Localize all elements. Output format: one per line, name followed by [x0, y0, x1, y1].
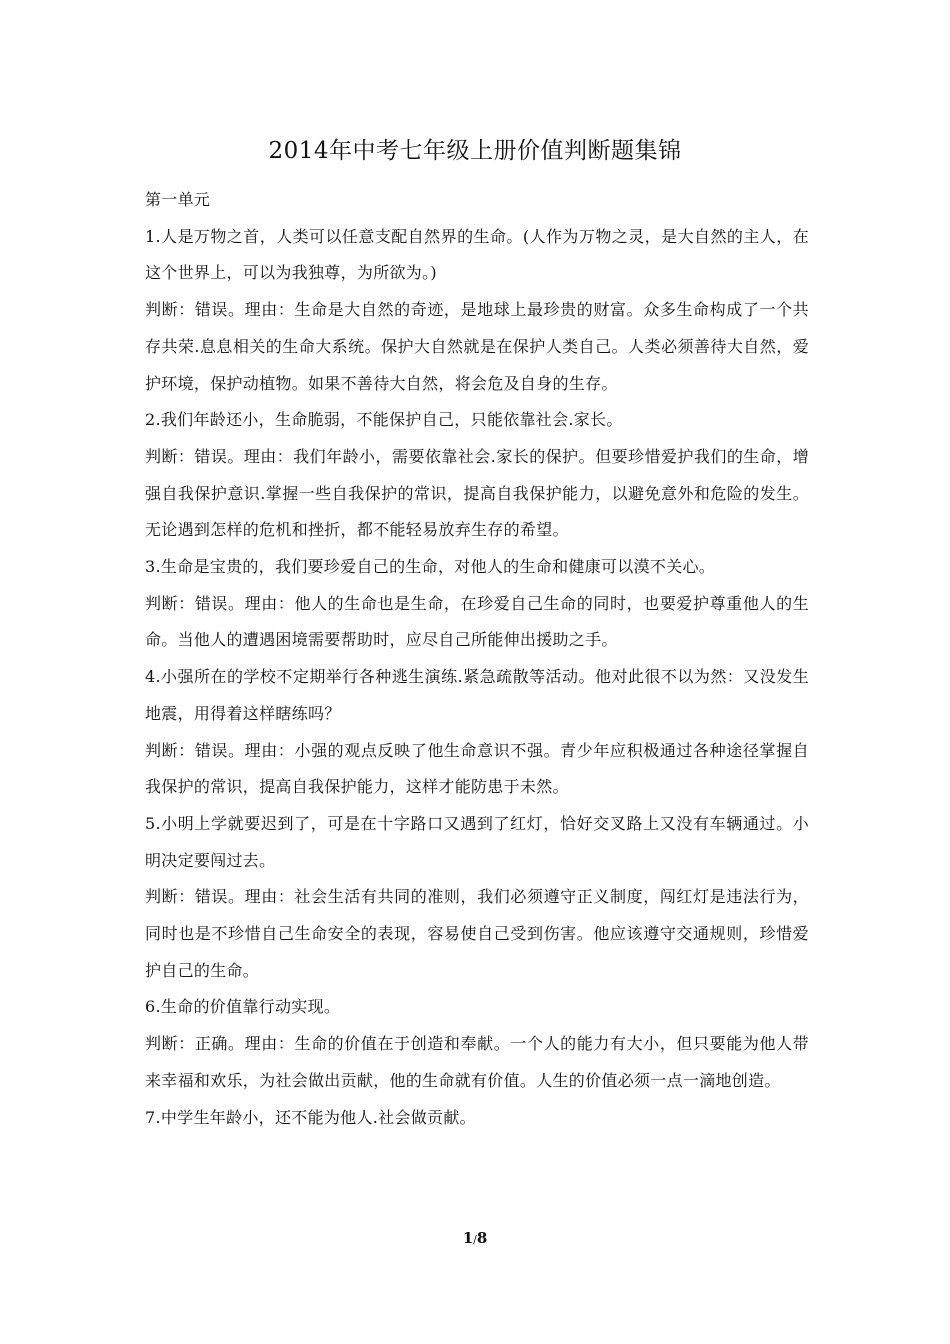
question-2: 2.我们年龄还小，生命脆弱，不能保护自己，只能依靠社会.家长。	[145, 410, 623, 430]
total-pages-number: 8	[476, 1229, 488, 1247]
current-page-number: 1	[462, 1229, 474, 1247]
question-3: 3.生命是宝贵的，我们要珍爱自己的生命，对他人的生命和健康可以漠不关心。	[145, 557, 716, 577]
question-7: 7.中学生年龄小，还不能为他人.社会做贡献。	[145, 1107, 476, 1127]
question-6: 6.生命的价值靠行动实现。	[145, 997, 341, 1017]
answer-4: 判断：错误。理由：小强的观点反映了他生命意识不强。青少年应积极通过各种途径掌握自我保护的常识，提高自我保护能力，这样才能防患于未然。	[145, 740, 809, 797]
question-4: 4.小强所在的学校不定期举行各种逃生演练.紧急疏散等活动。他对此很不以为然：又没发生地震，用得着这样瞎练吗？	[145, 667, 809, 723]
answer-5: 判断：错误。理由：社会生活有共同的准则，我们必须遵守正义制度，闯红灯是违法行为，同时也是不珍惜自己生命安全的表现，容易使自己受到伤害。他应该遵守交通规则，珍惜爱护自己的生命。	[145, 887, 809, 980]
page-separator: /	[473, 1233, 477, 1246]
answer-1: 判断：错误。理由：生命是大自然的奇迹，是地球上最珍贵的财富。众多生命构成了一个共存共荣.息息相关的生命大系统。保护大自然就是在保护人类自己。人类必须善待大自然，爱护环境，保护动植物。如果不善待大自然，将会危及自身的生存。	[145, 300, 809, 393]
document-title: 2014年中考七年级上册价值判断题集锦	[268, 138, 682, 164]
section-heading: 第一单元	[145, 190, 211, 209]
answer-6: 判断：正确。理由：生命的价值在于创造和奉献。一个人的能力有大小，但只要能为他人带来幸福和欢乐，为社会做出贡献，他的生命就有价值。人生的价值必须一点一滴地创造。	[145, 1034, 809, 1090]
page-number	[0, 1226, 950, 1252]
document-body	[145, 182, 809, 1136]
question-1: 1.人是万物之首，人类可以任意支配自然界的生命。(人作为万物之灵，是大自然的主人，在这个世界上，可以为我独尊，为所欲为。)	[145, 226, 809, 283]
question-5: 5.小明上学就要迟到了，可是在十字路口又遇到了红灯，恰好交叉路上又没有车辆通过。小明决定要闯过去。	[145, 813, 809, 870]
answer-2: 判断：错误。理由：我们年龄小，需要依靠社会.家长的保护。但要珍惜爱护我们的生命，增强自我保护意识.掌握一些自我保护的常识，提高自我保护能力，以避免意外和危险的发生。无论遇到怎样的危机和挫折，都不能轻易放弃生存的希望。	[145, 446, 809, 540]
answer-3: 判断：错误。理由：他人的生命也是生命，在珍爱自己生命的同时，也要爱护尊重他人的生命。当他人的遭遇困境需要帮助时，应尽自己所能伸出援助之手。	[145, 593, 809, 650]
